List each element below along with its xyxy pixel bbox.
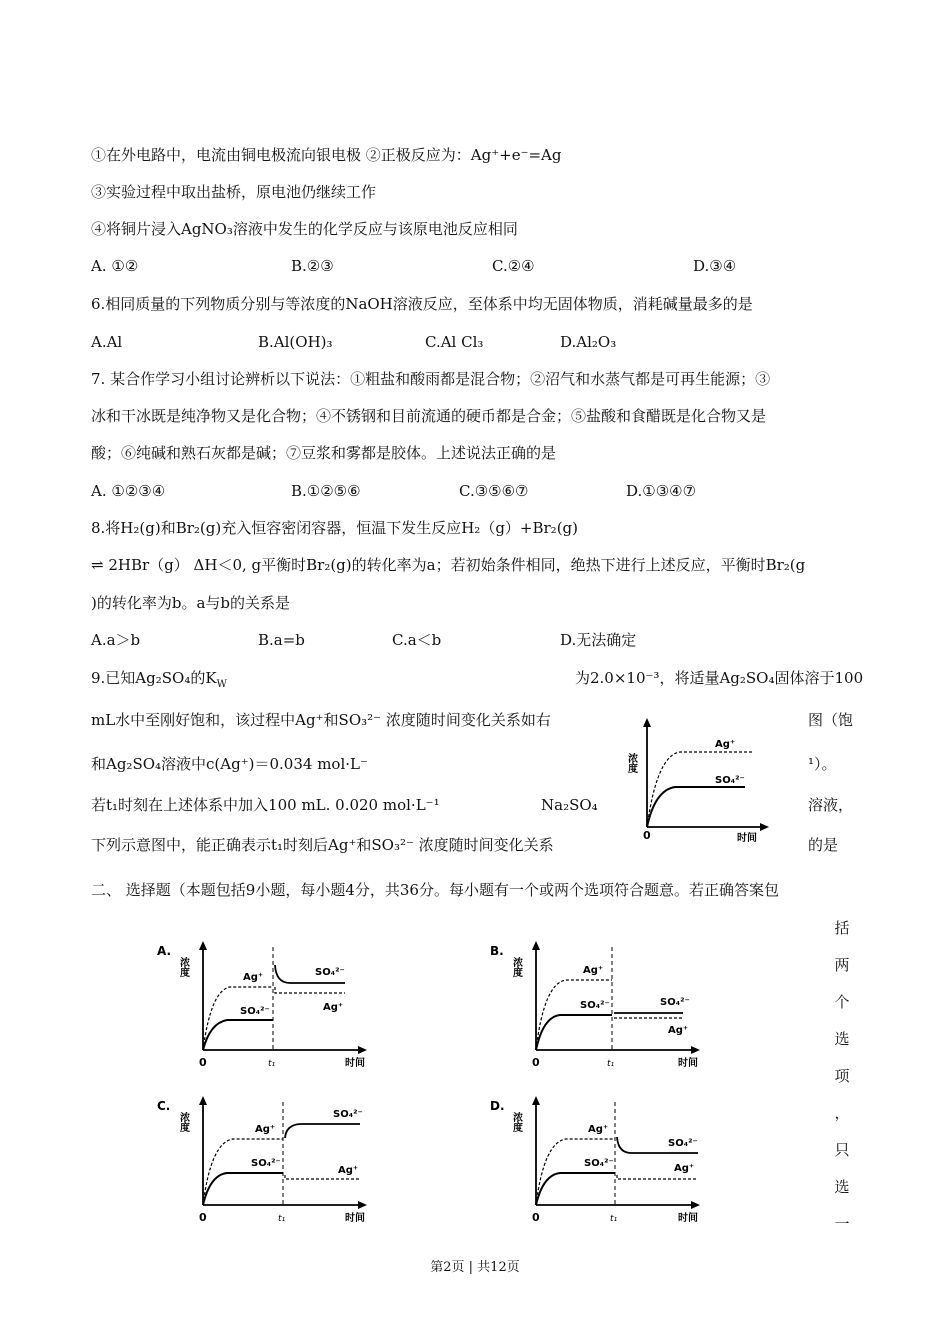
q6-option-c: C.Al Cl₃ (425, 333, 484, 351)
q5-statement-3: ③实验过程中取出盐桥，原电池仍继续工作 (91, 183, 377, 201)
q9-line-4b: 溶液， (808, 796, 854, 814)
panel-a-xlabel: 时间 (345, 1058, 365, 1069)
q9-ksp-subscript: W (216, 679, 227, 690)
q5-statement-4: ④将铜片浸入AgNO₃溶液中发生的化学反应与该原电池反应相同 (91, 220, 518, 238)
vertical-char-1: 括 (834, 919, 850, 937)
q9-line-1b: 为2.0×10⁻³，将适量Ag₂SO₄固体溶于100 (575, 669, 864, 687)
panel-d-origin: 0 (532, 1211, 540, 1224)
panel-b-ag-left: Ag⁺ (583, 965, 604, 976)
vertical-char-4: 选 (834, 1030, 850, 1048)
q5-option-a: A. ①② (91, 257, 139, 275)
vertical-char-5: 项 (834, 1067, 850, 1085)
panel-b-so4-right: SO₄²⁻ (660, 997, 690, 1008)
q7-line-1: 7. 某合作学习小组讨论辨析以下说法：①粗盐和酸雨都是混合物；②沼气和水蒸气都是可再生能源；③ (91, 370, 771, 388)
panel-b-ylabel: 浓度 (510, 957, 522, 977)
vertical-char-6: ， (834, 1104, 850, 1122)
panel-b-ag-right: Ag⁺ (668, 1025, 689, 1036)
q9-line-5b: 的是 (808, 836, 839, 854)
vertical-char-8: 选 (834, 1178, 850, 1196)
panel-a-label: A. (157, 944, 172, 958)
ref-xlabel: 时间 (737, 833, 757, 844)
q9-line-2a: mL水中至刚好饱和，该过程中Ag⁺和SO₃²⁻ 浓度随时间变化关系如右 (91, 711, 551, 729)
graph-panel-b (488, 935, 713, 1075)
panel-a-ag-left: Ag⁺ (243, 972, 264, 983)
panel-c-xlabel: 时间 (345, 1213, 365, 1224)
panel-a-t1: t₁ (268, 1059, 276, 1069)
vertical-char-9: 一 (834, 1215, 850, 1233)
q9-line-2b: 图（饱 (808, 711, 854, 729)
q7-line-2: 冰和干冰既是纯净物又是化合物；④不锈钢和目前流通的硬币都是合金；⑤盐酸和食醋既是化合物又是 (91, 407, 767, 425)
panel-d-so4-left: SO₄²⁻ (584, 1158, 614, 1169)
q9-ksp-label: 9.已知Ag₂SO₄的K (91, 669, 217, 687)
q6-option-b: B.Al(OH)₃ (258, 333, 333, 351)
section-2-heading: 二、 选择题（本题包括9小题，每小题4分，共36分。每小题有一个或两个选项符合题意。若正确答案包 (91, 881, 779, 899)
panel-b-t1: t₁ (607, 1059, 615, 1069)
panel-d-t1: t₁ (610, 1214, 618, 1224)
panel-d-ag-right: Ag⁺ (674, 1163, 695, 1174)
q8-line-1: 8.将H₂(g)和Br₂(g)充入恒容密闭容器，恒温下发生反应H₂（g）+Br₂(g) (91, 519, 579, 537)
panel-c-so4-right: SO₄²⁻ (333, 1109, 363, 1120)
q5-option-c: C.②④ (492, 257, 535, 275)
vertical-char-3: 个 (834, 993, 850, 1011)
q7-option-b: B.①②⑤⑥ (291, 482, 361, 500)
q6-stem: 6.相同质量的下列物质分别与等浓度的NaOH溶液反应，至体系中均无固体物质，消耗碱量最多的是 (91, 295, 753, 313)
panel-a-ag-right: Ag⁺ (323, 1002, 344, 1013)
panel-a-so4-right: SO₄²⁻ (315, 967, 345, 978)
q9-line-4a: 若t₁时刻在上述体系中加入100 mL. 0.020 mol·L⁻¹ (91, 796, 440, 814)
panel-c-ylabel: 浓度 (177, 1112, 189, 1132)
graph-panel-c (155, 1090, 380, 1230)
q7-line-3: 酸；⑥纯碱和熟石灰都是碱；⑦豆浆和雾都是胶体。上述说法正确的是 (91, 444, 557, 462)
q8-option-c: C.a＜b (392, 631, 442, 649)
panel-c-label: C. (157, 1099, 171, 1113)
q9-line-1a (91, 668, 227, 688)
panel-c-ag-left: Ag⁺ (255, 1124, 276, 1135)
ref-origin: 0 (643, 829, 651, 842)
q9-line-3a: 和Ag₂SO₄溶液中c(Ag⁺)＝0.034 mol·L⁻ (91, 755, 368, 773)
q8-option-a: A.a＞b (91, 631, 141, 649)
panel-d-ylabel: 浓度 (510, 1112, 522, 1132)
graph-panel-d (488, 1090, 713, 1230)
panel-d-ag-left: Ag⁺ (588, 1124, 609, 1135)
panel-a-so4-left: SO₄²⁻ (240, 1006, 270, 1017)
q7-option-a: A. ①②③④ (91, 482, 166, 500)
panel-b-so4-left: SO₄²⁻ (580, 1000, 610, 1011)
q8-option-b: B.a=b (258, 631, 305, 649)
ref-so4-label: SO₄²⁻ (715, 775, 745, 786)
q9-line-4m: Na₂SO₄ (541, 796, 598, 814)
panel-b-origin: 0 (532, 1056, 540, 1069)
q9-line-5a: 下列示意图中，能正确表示t₁时刻后Ag⁺和SO₃²⁻ 浓度随时间变化关系 (91, 836, 554, 854)
vertical-char-7: 只 (834, 1141, 850, 1159)
ref-ag-label: Ag⁺ (715, 739, 736, 750)
q6-option-a: A.Al (91, 333, 123, 351)
panel-c-t1: t₁ (278, 1214, 286, 1224)
panel-a-origin: 0 (199, 1056, 207, 1069)
page-footer: 第2页 | 共12页 (430, 1260, 520, 1275)
q8-option-d: D.无法确定 (560, 631, 637, 649)
panel-c-ag-right: Ag⁺ (338, 1165, 359, 1176)
q6-option-d: D.Al₂O₃ (560, 333, 617, 351)
panel-c-so4-left: SO₄²⁻ (251, 1158, 281, 1169)
vertical-char-2: 两 (834, 956, 850, 974)
panel-d-so4-right: SO₄²⁻ (668, 1138, 698, 1149)
q8-line-2: ⇌ 2HBr（g） ΔH＜0, g平衡时Br₂(g)的转化率为a；若初始条件相同，绝热下进行上述反应，平衡时Br₂(g (91, 556, 806, 574)
panel-c-origin: 0 (199, 1211, 207, 1224)
q7-option-c: C.③⑤⑥⑦ (459, 482, 529, 500)
ref-ylabel: 浓度 (625, 753, 637, 773)
panel-a-ylabel: 浓度 (177, 957, 189, 977)
q5-option-d: D.③④ (693, 257, 737, 275)
q9-reference-graph (625, 715, 775, 845)
panel-b-label: B. (490, 944, 504, 958)
panel-d-label: D. (490, 1099, 505, 1113)
q5-statement-1: ①在外电路中，电流由铜电极流向银电极 ②正极反应为：Ag⁺+e⁻=Ag (91, 146, 562, 164)
q8-line-3: )的转化率为b。a与b的关系是 (91, 594, 291, 612)
graph-panel-a (155, 935, 380, 1075)
panel-b-xlabel: 时间 (678, 1058, 698, 1069)
q5-option-b: B.②③ (291, 257, 334, 275)
q7-option-d: D.①③④⑦ (626, 482, 697, 500)
panel-d-xlabel: 时间 (678, 1213, 698, 1224)
q9-line-3b: ¹）。 (808, 755, 837, 773)
